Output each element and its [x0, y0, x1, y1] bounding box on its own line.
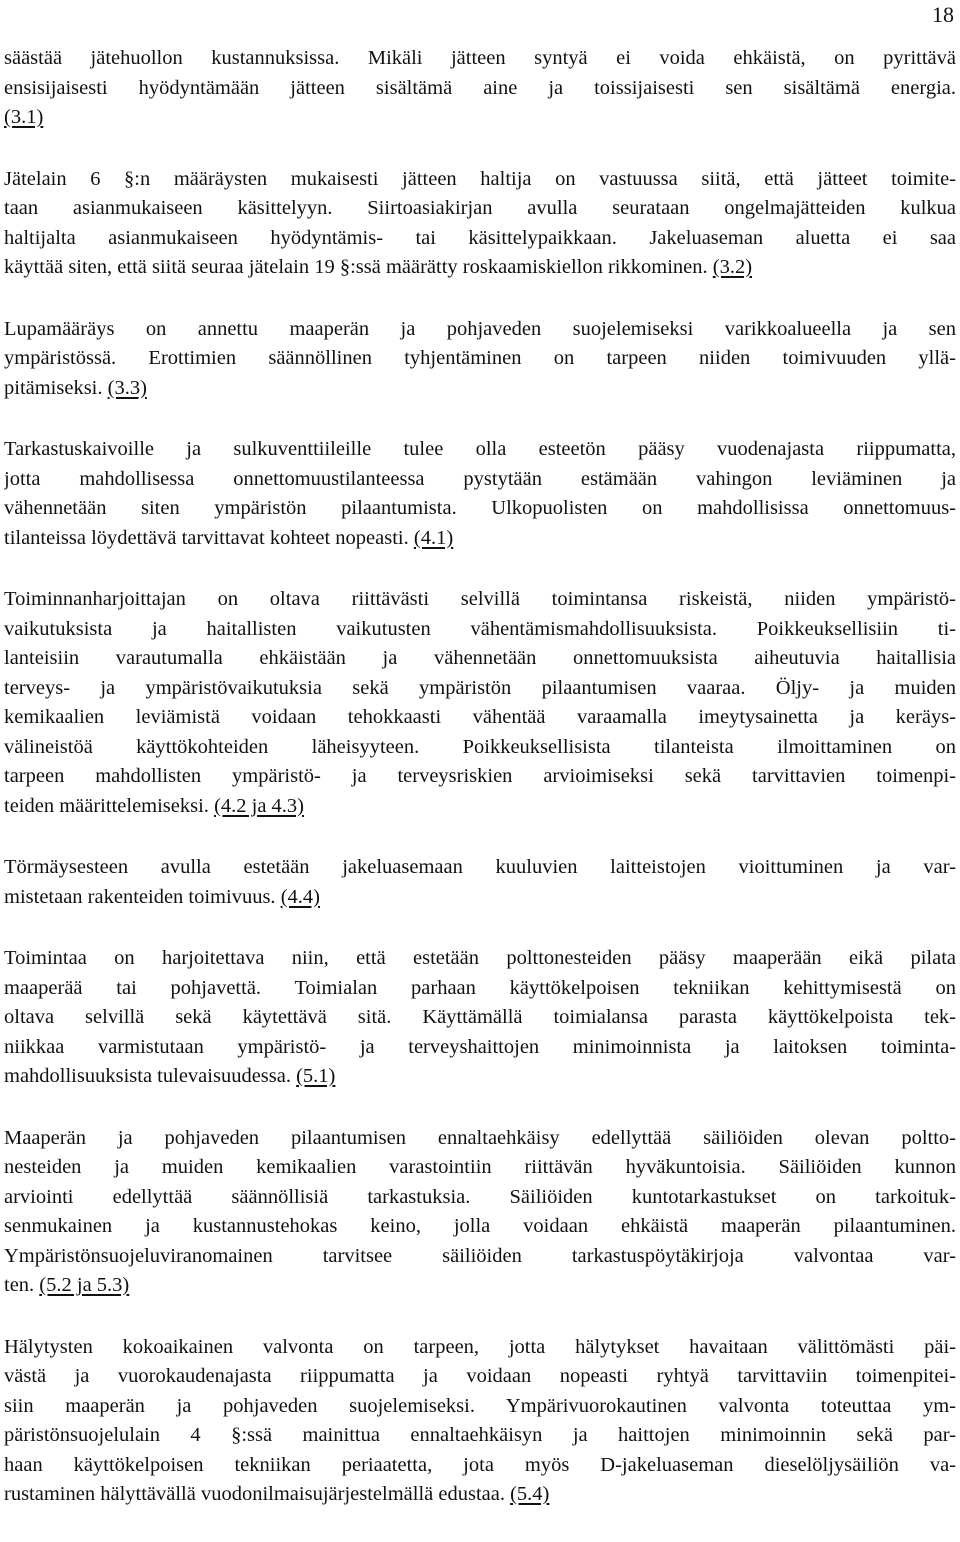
text-line: Ympäristönsuojeluviranomainen tarvitsee säiliöiden tarkastuspöytäkirjoja valvontaa var- [4, 1244, 956, 1267]
text-line: haan käyttökelpoisen tekniikan periaatetta, jota myös D-jakeluaseman dieselöljysäiliön va- [4, 1453, 956, 1476]
reference-marker: (4.4) [280, 885, 320, 908]
text-line: Toimintaa on harjoitettava niin, että estetään polttonesteiden pääsy maaperään eikä pilata [4, 947, 956, 969]
text-line: terveys- ja ympäristövaikutuksia sekä ympäristön pilaantumisen vaaraa. Öljy- ja muiden [4, 676, 956, 699]
text-line: kemikaalien leviämistä voidaan tehokkaasti vähentää varaamalla imeytysainetta ja keräys- [4, 706, 956, 728]
text-line: mistetaan rakenteiden toimivuus. (4.4) [4, 885, 320, 908]
text-line: siin maaperän ja pohjaveden suojelemiseksi. Ympärivuorokautinen valvonta toteuttaa ym- [4, 1394, 956, 1417]
reference-marker: (3.3) [107, 376, 147, 399]
text-line: päristönsuojelulain 4 §:ssä mainittua ennaltaehkäisyn ja haittojen minimoinnin sekä par- [4, 1424, 956, 1446]
text-line: maaperää tai pohjavettä. Toimialan parhaan käyttökelpoisen tekniikan kehittymisestä on [4, 976, 956, 999]
paragraph [4, 315, 956, 404]
reference-marker: (3.1) [4, 106, 44, 128]
text-line: lanteisiin varautumalla ehkäistään ja vähennetään onnettomuuksista aiheutuvia haitallisia [4, 647, 956, 669]
reference-marker: (3.2) [712, 256, 753, 278]
text-line: senmukainen ja kustannustehokas keino, jolla voidaan ehkäistä maaperän pilaantuminen. [4, 1215, 956, 1237]
paragraph [4, 1124, 956, 1301]
paragraph [4, 585, 956, 821]
text-line: Tarkastuskaivoille ja sulkuventtiileille tulee olla esteetön pääsy vuodenajasta riippumatta, [4, 438, 956, 460]
text-line: säästää jätehuollon kustannuksissa. Mikäli jätteen syntyä ei voida ehkäistä, on pyrittävä [4, 47, 956, 69]
document-body [4, 44, 956, 1542]
text-line: ten. (5.2 ja 5.3) [4, 1274, 130, 1296]
text-line: käyttää siten, että siitä seuraa jätelain 19 §:ssä määrätty roskaamiskiellon rikkominen. (3.2) [4, 256, 753, 278]
text-line: tilanteissa löydettävä tarvittavat kohteet nopeasti. (4.1) [4, 526, 454, 549]
text-line: Hälytysten kokoaikainen valvonta on tarpeen, jotta hälytykset havaitaan välittömästi päi- [4, 1335, 956, 1358]
text-line: nesteiden ja muiden kemikaalien varastointiin riittävän hyväkuntoisia. Säiliöiden kunnon [4, 1156, 956, 1178]
text-line: ympäristössä. Erottimien säännöllinen tyhjentäminen on tarpeen niiden toimivuuden yllä- [4, 347, 956, 369]
text-line: taan asianmukaiseen käsittelyyn. Siirtoasiakirjan avulla seurataan ongelmajätteiden kulkua [4, 197, 956, 219]
text-line: Lupamääräys on annettu maaperän ja pohjaveden suojelemiseksi varikkoalueella ja sen [4, 317, 956, 340]
text-line: ensisijaisesti hyödyntämään jätteen sisältämä aine ja toissijaisesti sen sisältämä energia. [4, 76, 956, 99]
text-line: tarpeen mahdollisten ympäristö- ja terveysriskien arvioimiseksi sekä tarvittavien toimenpi- [4, 765, 956, 787]
reference-marker: (5.4) [510, 1483, 550, 1505]
text-line: vähennetään siten ympäristön pilaantumista. Ulkopuolisten on mahdollisissa onnettomuus- [4, 497, 956, 519]
text-line: rustaminen hälyttävällä vuodonilmaisujärjestelmällä edustaa. (5.4) [4, 1483, 550, 1505]
paragraph [4, 44, 956, 133]
paragraph [4, 435, 956, 553]
text-line: pitämiseksi. (3.3) [4, 376, 147, 399]
reference-marker: (4.2 ja 4.3) [214, 794, 305, 817]
text-line: arviointi edellyttää säännöllisiä tarkastuksia. Säiliöiden kuntotarkastukset on tarkoituk- [4, 1185, 956, 1208]
text-line: haltijalta asianmukaiseen hyödyntämis- tai käsittelypaikkaan. Jakeluaseman aluetta ei saa [4, 226, 956, 249]
text-line: jotta mahdollisessa onnettomuustilanteessa pystytään estämään vahingon leviäminen ja [4, 467, 956, 490]
text-line: teiden määrittelemiseksi. (4.2 ja 4.3) [4, 794, 305, 817]
text-line: Törmäysesteen avulla estetään jakeluasemaan kuuluvien laitteistojen vioittuminen ja var- [4, 856, 956, 878]
text-line: mahdollisuuksista tulevaisuudessa. (5.1) [4, 1065, 336, 1087]
paragraph [4, 944, 956, 1092]
text-line: niikkaa varmistutaan ympäristö- ja terveyshaittojen minimoinnista ja laitoksen toiminta- [4, 1035, 956, 1058]
text-line: välineistöä käyttökohteiden läheisyyteen. Poikkeuksellisista tilanteista ilmoittaminen on [4, 735, 956, 758]
paragraph [4, 853, 956, 912]
paragraph [4, 1333, 956, 1510]
reference-marker: (5.1) [296, 1065, 336, 1087]
text-line: Jätelain 6 §:n määräysten mukaisesti jätteen haltija on vastuussa siitä, että jätteet toimite- [4, 167, 956, 190]
text-line: västä ja vuorokaudenajasta riippumatta ja voidaan nopeasti ryhtyä tarvittaviin toimenpitei- [4, 1365, 956, 1387]
text-line: Maaperän ja pohjaveden pilaantumisen ennaltaehkäisy edellyttää säiliöiden olevan poltto- [4, 1126, 956, 1149]
paragraph [4, 165, 956, 283]
text-line [4, 103, 956, 133]
text-line: oltava selvillä sekä käytettävä sitä. Käyttämällä toimialansa parasta käyttökelpoista tek- [4, 1006, 956, 1028]
text-line: vaikutuksista ja haitallisten vaikutusten vähentämismahdollisuuksista. Poikkeuksellisiin ti- [4, 617, 956, 640]
page-number: 18 [932, 2, 954, 27]
reference-marker: (5.2 ja 5.3) [39, 1274, 130, 1296]
reference-marker: (4.1) [413, 526, 454, 549]
text-line: Toiminnanharjoittajan on oltava riittävästi selvillä toimintansa riskeistä, niiden ympäristö- [4, 588, 956, 610]
